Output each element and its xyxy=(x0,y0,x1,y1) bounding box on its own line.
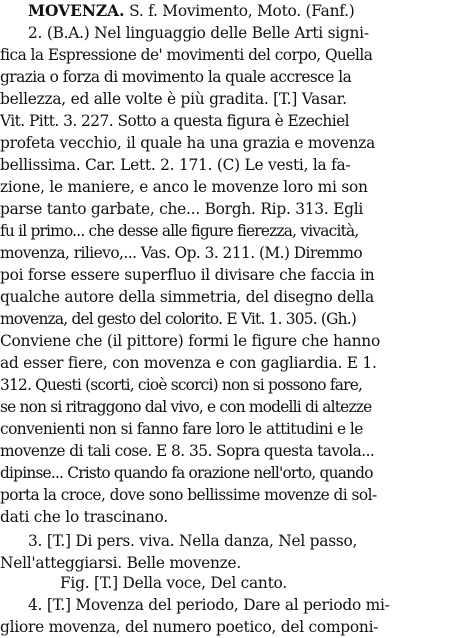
entry-line: dati che lo trascinano. xyxy=(0,508,168,526)
entry-line: 312. Questi (scorti, cioè scorci) non si possono fare, xyxy=(0,376,363,394)
entry-line: bellezza, ed alle volte è più gradita. [T.] Vasar. xyxy=(0,90,347,108)
entry-line: se non si ritraggono dal vivo, e con modelli di altezze xyxy=(0,398,372,416)
entry-figurative: Fig. [T.] Della voce, Del canto. xyxy=(60,574,287,592)
entry-line: gliore movenza, del numero poetico, del componi- xyxy=(0,618,379,636)
entry-line: Conviene che (il pittore) formi le figure che hanno xyxy=(0,332,380,350)
entry-line: grazia o forza di movimento la quale accresce la xyxy=(0,68,352,86)
entry-line: movenza, del gesto del colorito. E Vit. 1. 305. (Gh.) xyxy=(0,310,357,328)
entry-line: dipinse... Cristo quando fa orazione nell'orto, quando xyxy=(0,464,373,482)
entry-sense-3: 3. [T.] Di pers. viva. Nella danza, Nel passo, xyxy=(28,532,358,550)
entry-line: movenza, rilievo,... Vas. Op. 3. 211. (M.) Diremmo xyxy=(0,244,363,262)
entry-line: ad esser fiere, con movenza e con gagliardia. E 1. xyxy=(0,354,377,372)
entry-line: 2. (B.A.) Nel linguaggio delle Belle Arti signi- xyxy=(28,24,369,42)
entry-line: Vit. Pitt. 3. 227. Sotto a questa figura è Ezechiel xyxy=(0,112,350,130)
definition-intro: S. f. Movimento, Moto. (Fanf.) xyxy=(124,2,355,20)
entry-line: convenienti non si fanno fare loro le attitudini e le xyxy=(0,420,363,438)
entry-line: qualche autore della simmetria, del disegno della xyxy=(0,288,374,306)
entry-line: parse tanto garbate, che... Borgh. Rip. 313. Egli xyxy=(0,200,364,218)
entry-line: zione, le maniere, e anco le movenze loro mi son xyxy=(0,178,368,196)
entry-line: bellissima. Car. Lett. 2. 171. (C) Le vesti, la fa- xyxy=(0,156,351,174)
entry-line: fica la Espressione de' movimenti del corpo, Quella xyxy=(0,46,373,64)
entry-line: porta la croce, dove sono bellissime movenze di sol- xyxy=(0,486,377,504)
entry-heading xyxy=(0,0,473,22)
entry-sense-4: 4. [T.] Movenza del periodo, Dare al periodo mi- xyxy=(28,596,390,614)
headword: MOVENZA. xyxy=(28,2,125,20)
entry-line: movenze di tali cose. E 8. 35. Sopra questa tavola... xyxy=(0,442,375,460)
entry-line: profeta vecchio, il quale ha una grazia e movenza xyxy=(0,134,376,152)
entry-line: Nell'atteggiarsi. Belle movenze. xyxy=(0,554,242,572)
entry-line: fu il primo... che desse alle figure fierezza, vivacità, xyxy=(0,222,359,240)
entry-line: poi forse essere superfluo il divisare che faccia in xyxy=(0,266,375,284)
